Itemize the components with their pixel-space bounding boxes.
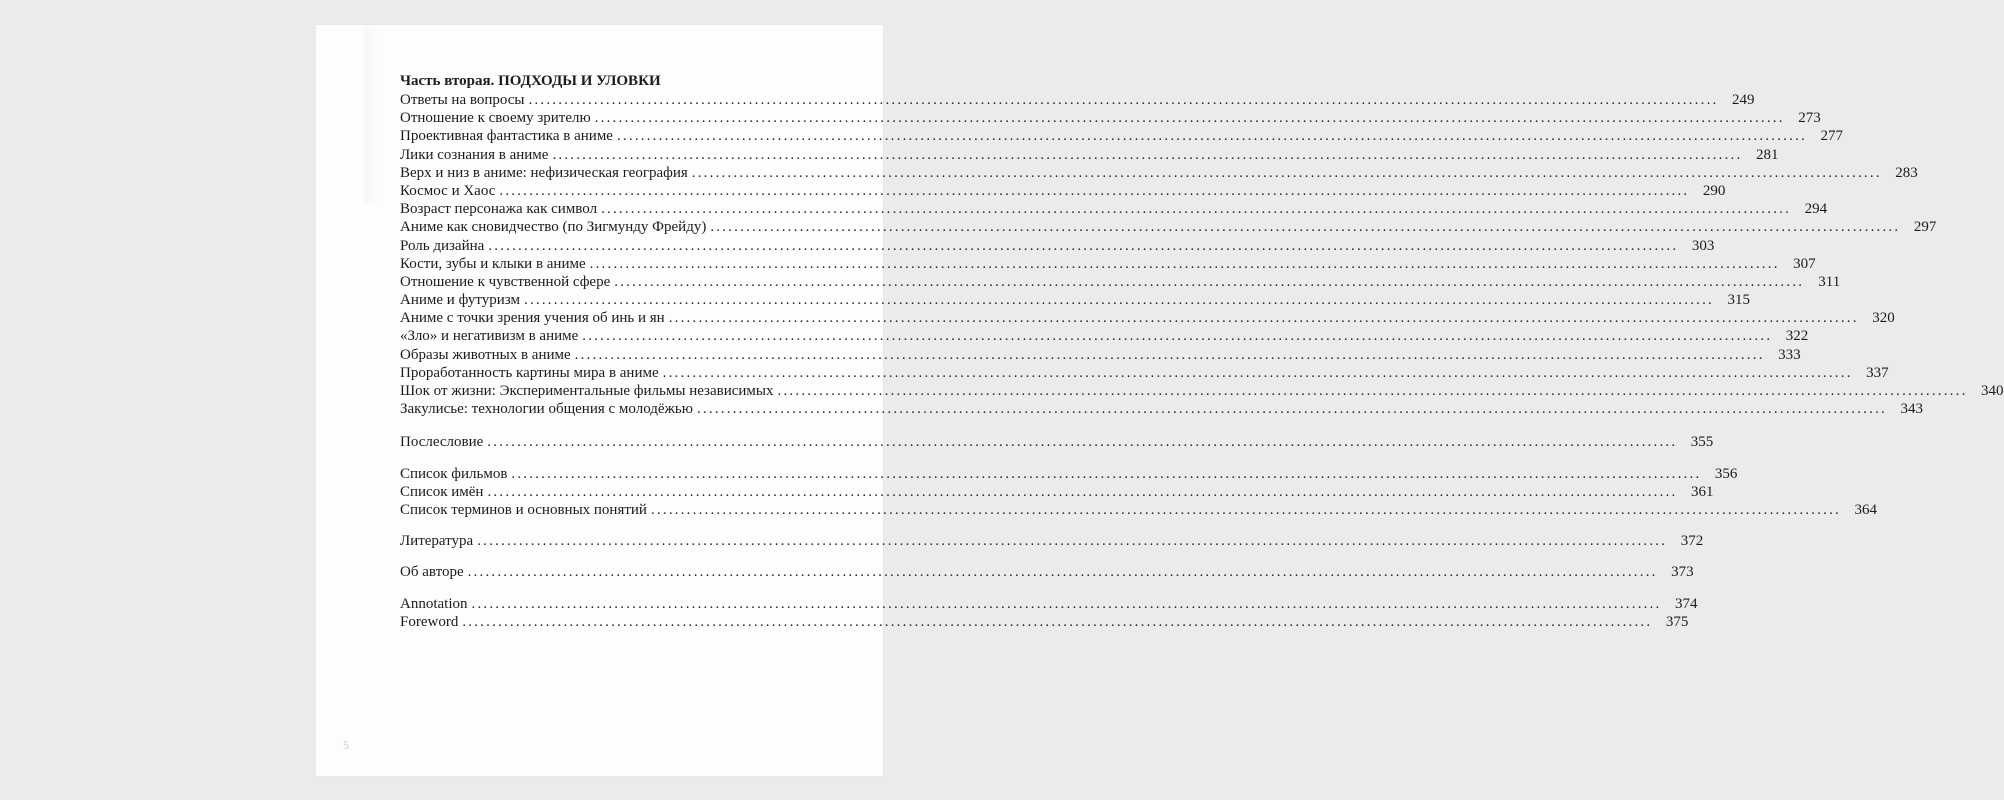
- toc-entry-page: 303: [1691, 237, 1715, 254]
- dot-leader: ........................................................................................................................................................................................................: [471, 595, 1662, 612]
- toc-entry-title: Космос и Хаос: [400, 182, 496, 199]
- toc-entry-page: 249: [1731, 92, 1755, 108]
- toc-entry: [400, 255, 1816, 273]
- toc-entry: [400, 483, 1714, 501]
- toc-entry: [400, 109, 1821, 127]
- toc-entry-title: Annotation: [400, 595, 468, 612]
- dot-leader: ........................................................................................................................................................................................................: [601, 201, 1792, 218]
- page-number: 5: [343, 738, 349, 752]
- toc-entry-title: «Зло» и негативизм в аниме: [400, 328, 579, 345]
- dot-leader: ........................................................................................................................................................................................................: [614, 273, 1805, 290]
- dot-leader: ........................................................................................................................................................................................................: [477, 533, 1668, 550]
- dot-leader: ........................................................................................................................................................................................................: [691, 164, 1882, 181]
- toc-entry: [400, 164, 1918, 182]
- toc-entry-page: 315: [1727, 292, 1750, 309]
- toc-entry-page: 283: [1895, 164, 1918, 181]
- book-page: [316, 25, 2004, 776]
- toc-entry-page: 374: [1675, 595, 1698, 612]
- dot-leader: ........................................................................................................................................................................................................: [777, 383, 1968, 399]
- dot-leader: ........................................................................................................................................................................................................: [650, 501, 1841, 518]
- toc-entry-page: 364: [1854, 501, 1877, 518]
- dot-leader: ........................................................................................................................................................................................................: [594, 110, 1785, 127]
- dot-leader: ........................................................................................................................................................................................................: [696, 401, 1887, 418]
- toc-entry-title: Отношение к своему зрителю: [400, 110, 591, 127]
- toc-entry-title: Кости, зубы и клыки в аниме: [400, 255, 586, 272]
- toc-entry-title: Аниме и футуризм: [400, 292, 520, 309]
- toc-entry-page: 372: [1680, 533, 1704, 550]
- dot-leader: ........................................................................................................................................................................................................: [582, 328, 1773, 345]
- toc-entry-title: Возраст персонажа как символ: [400, 201, 598, 218]
- toc-entry-page: 355: [1690, 434, 1714, 451]
- toc-entry-title: Аниме как сновидчество (по Зигмунду Фрейду): [400, 219, 707, 236]
- literature-entry: [400, 532, 1704, 550]
- toc-entry: [400, 218, 1937, 236]
- dot-leader: ........................................................................................................................................................................................................: [487, 434, 1678, 451]
- afterword-entry: [400, 433, 1714, 451]
- dot-leader: ........................................................................................................................................................................................................: [511, 465, 1702, 482]
- dot-leader: ........................................................................................................................................................................................................: [662, 364, 1853, 381]
- index-entries: [400, 465, 1877, 520]
- toc-entry: [400, 364, 1889, 382]
- toc-entry-title: Список фильмов: [400, 465, 508, 482]
- table-of-contents: [400, 72, 2004, 631]
- toc-entry: [400, 91, 1755, 109]
- toc-entry: [400, 127, 1843, 145]
- toc-entry-page: 277: [1820, 128, 1843, 145]
- toc-entry: [400, 563, 1694, 581]
- toc-entry-page: 340: [1981, 383, 2004, 399]
- dot-leader: ........................................................................................................................................................................................................: [488, 237, 1679, 254]
- toc-entry-title: Литература: [400, 533, 474, 550]
- toc-entry-title: Закулисье: технологии общения с молодёжью: [400, 401, 693, 418]
- toc-entry-page: 290: [1702, 182, 1726, 199]
- dot-leader: ........................................................................................................................................................................................................: [589, 255, 1780, 272]
- toc-entry-title: Роль дизайна: [400, 237, 485, 254]
- toc-entry-page: 307: [1793, 255, 1816, 272]
- toc-entry-page: 343: [1900, 401, 1923, 418]
- toc-entry-page: 322: [1785, 328, 1809, 345]
- toc-entry-title: Лики сознания в аниме: [400, 146, 549, 163]
- toc-entry: [400, 382, 2004, 400]
- toc-entry: [400, 532, 1704, 550]
- toc-entry: [400, 433, 1714, 451]
- toc-entry-title: Шок от жизни: Экспериментальные фильмы независимых: [400, 383, 774, 399]
- toc-entry-title: Список имён: [400, 483, 484, 500]
- toc-entry-title: Об авторе: [400, 564, 464, 581]
- dot-leader: ........................................................................................................................................................................................................: [467, 564, 1658, 581]
- toc-entry-page: 311: [1818, 273, 1841, 290]
- toc-entry-title: Foreword: [400, 613, 459, 630]
- section-title: Часть вторая. ПОДХОДЫ И УЛОВКИ: [400, 73, 661, 89]
- toc-entry-page: 294: [1804, 201, 1828, 218]
- toc-entry-title: Образы животных в аниме: [400, 346, 571, 363]
- toc-entry: [400, 346, 1801, 364]
- dot-leader: ........................................................................................................................................................................................................: [710, 219, 1901, 236]
- toc-entry-title: Отношение к чувственной сфере: [400, 273, 611, 290]
- toc-entry: [400, 146, 1779, 164]
- toc-entry: [400, 200, 1828, 218]
- toc-entry-page: 281: [1755, 146, 1779, 163]
- toc-entry: [400, 182, 1726, 200]
- toc-entry: [400, 613, 1689, 631]
- dot-leader: ........................................................................................................................................................................................................: [616, 128, 1807, 145]
- toc-entry: [400, 595, 1698, 613]
- toc-entry: [400, 400, 1923, 418]
- toc-entry-page: 356: [1714, 465, 1738, 482]
- toc-entry-title: Проективная фантастика в аниме: [400, 128, 613, 145]
- dot-leader: ........................................................................................................................................................................................................: [462, 613, 1653, 630]
- toc-entry: [400, 273, 1841, 291]
- toc-entry-page: 320: [1872, 310, 1895, 327]
- toc-entry-page: 333: [1778, 346, 1801, 363]
- about-author-entry: [400, 563, 1694, 581]
- toc-entry-page: 273: [1798, 110, 1821, 127]
- toc-entry-page: 375: [1665, 613, 1689, 630]
- toc-entry-title: Послесловие: [400, 434, 484, 451]
- toc-entry-page: 337: [1866, 364, 1889, 381]
- toc-entry: [400, 501, 1877, 519]
- foreign-entries: [400, 595, 1698, 631]
- toc-entry-title: Верх и низ в аниме: нефизическая география: [400, 164, 688, 181]
- toc-entry-title: Аниме с точки зрения учения об инь и ян: [400, 310, 665, 327]
- toc-entry-title: Список терминов и основных понятий: [400, 501, 647, 518]
- dot-leader: ........................................................................................................................................................................................................: [499, 182, 1690, 199]
- dot-leader: ........................................................................................................................................................................................................: [524, 292, 1714, 309]
- dot-leader: ........................................................................................................................................................................................................: [574, 346, 1765, 363]
- toc-entry: [400, 237, 1715, 255]
- dot-leader: ........................................................................................................................................................................................................: [552, 146, 1743, 163]
- show-through-shadow: [364, 25, 380, 205]
- toc-entry: [400, 327, 1809, 345]
- toc-entry-title: Проработанность картины мира в аниме: [400, 364, 659, 381]
- toc-entry: [400, 291, 1750, 309]
- toc-entry: [400, 465, 1738, 483]
- dot-leader: ........................................................................................................................................................................................................: [668, 310, 1859, 327]
- dot-leader: ........................................................................................................................................................................................................: [487, 483, 1678, 500]
- toc-entry-page: 373: [1671, 564, 1694, 581]
- section-entries: [400, 91, 2004, 418]
- toc-entry-title: Ответы на вопросы: [400, 92, 525, 108]
- dot-leader: ........................................................................................................................................................................................................: [528, 92, 1719, 108]
- toc-entry-page: 297: [1913, 219, 1937, 236]
- toc-entry: [400, 309, 1895, 327]
- toc-entry-page: 361: [1690, 483, 1714, 500]
